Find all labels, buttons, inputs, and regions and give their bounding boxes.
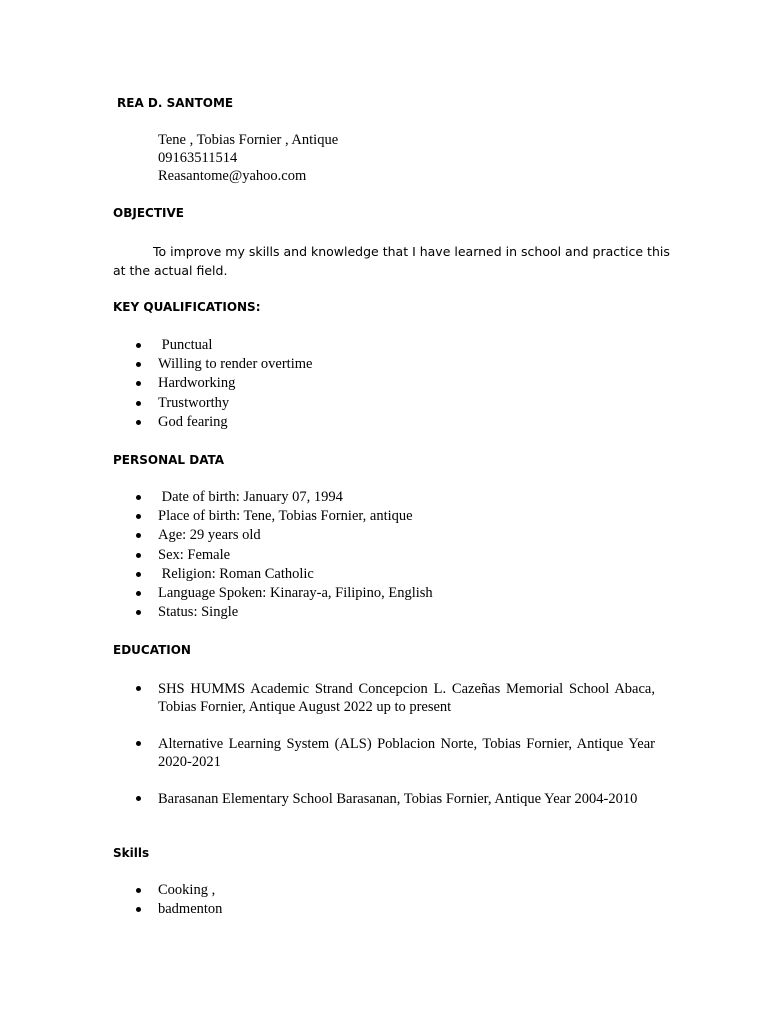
email-address: Reasantome@yahoo.com <box>158 168 307 184</box>
list-item: badmenton <box>0 900 222 919</box>
bullet-icon <box>136 610 141 615</box>
qualifications-heading: KEY QUALIFICATIONS: <box>113 300 261 314</box>
objective-text: To improve my skills and knowledge that I have learned in school and practice this at the actual field. <box>113 244 670 278</box>
list-item: Barasanan Elementary School Barasanan, Tobias Fornier, Antique Year 2004-2010 <box>0 790 655 808</box>
bullet-icon <box>136 553 141 558</box>
education-heading: EDUCATION <box>113 643 191 657</box>
list-item: God fearing <box>0 413 312 432</box>
bullet-icon <box>136 591 141 596</box>
bullet-icon <box>136 796 141 801</box>
education-list <box>0 680 655 827</box>
list-item: Age: 29 years old <box>0 526 433 545</box>
contact-block <box>158 131 338 185</box>
personal-data-heading: PERSONAL DATA <box>113 453 225 467</box>
list-item: Status: Single <box>0 603 433 622</box>
list-item: Trustworthy <box>0 394 312 413</box>
bullet-icon <box>136 741 141 746</box>
list-item: Date of birth: January 07, 1994 <box>0 488 433 507</box>
bullet-icon <box>136 907 141 912</box>
skills-list <box>0 881 222 919</box>
bullet-icon <box>136 572 141 577</box>
phone-number: 09163511514 <box>158 150 238 166</box>
bullet-icon <box>136 888 141 893</box>
list-item: SHS HUMMS Academic Strand Concepcion L. Cazeñas Memorial School Abaca, Tobias Fornier, Antique August 2022 up to present <box>0 680 655 716</box>
bullet-icon <box>136 343 141 348</box>
objective-heading: OBJECTIVE <box>113 206 184 220</box>
bullet-icon <box>136 495 141 500</box>
list-item: Hardworking <box>0 374 312 393</box>
bullet-icon <box>136 401 141 406</box>
list-item: Alternative Learning System (ALS) Poblacion Norte, Tobias Fornier, Antique Year 2020-2021 <box>0 735 655 771</box>
bullet-icon <box>136 514 141 519</box>
bullet-icon <box>136 381 141 386</box>
list-item: Punctual <box>0 336 312 355</box>
list-item: Religion: Roman Catholic <box>0 565 433 584</box>
bullet-icon <box>136 686 141 691</box>
list-item: Cooking , <box>0 881 222 900</box>
list-item: Willing to render overtime <box>0 355 312 374</box>
list-item: Language Spoken: Kinaray-a, Filipino, English <box>0 584 433 603</box>
address: Tene , Tobias Fornier , Antique <box>158 132 339 148</box>
bullet-icon <box>136 420 141 425</box>
list-item: Sex: Female <box>0 546 433 565</box>
bullet-icon <box>136 533 141 538</box>
list-item: Place of birth: Tene, Tobias Fornier, antique <box>0 507 433 526</box>
skills-heading: Skills <box>113 846 150 860</box>
qualifications-list <box>0 336 312 432</box>
personal-data-list <box>0 488 433 622</box>
bullet-icon <box>136 362 141 367</box>
applicant-name: REA D. SANTOME <box>117 96 234 110</box>
